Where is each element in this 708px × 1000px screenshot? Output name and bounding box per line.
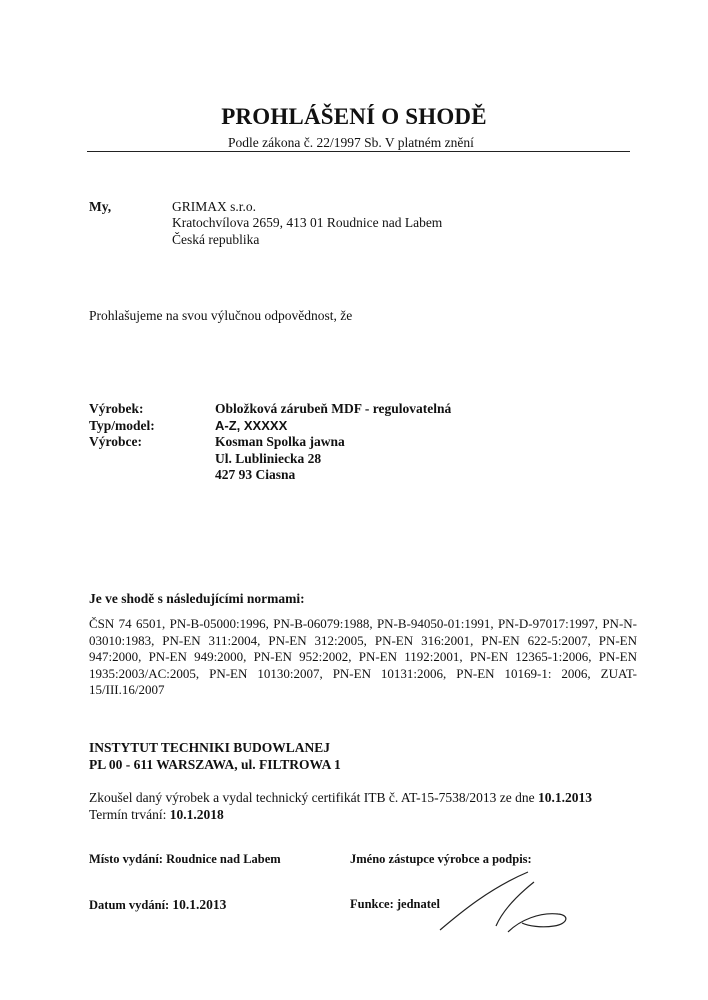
- norms-heading: Je ve shodě s následujícími normami:: [89, 591, 305, 606]
- validity-label: Termín trvání:: [89, 807, 170, 822]
- model-label: Typ/model:: [89, 418, 155, 433]
- handwritten-signature: [430, 868, 580, 940]
- issue-date-value: 10.1.2013: [172, 897, 227, 912]
- manufacturer-label: Výrobce:: [89, 434, 142, 449]
- validity-line: [89, 807, 224, 823]
- manufacturer-name: Kosman Spolka jawna: [215, 434, 345, 449]
- function-label: Funkce: jednatel: [350, 897, 440, 911]
- certificate-date: 10.1.2013: [538, 790, 593, 805]
- model-value: A-Z, XXXXX: [215, 418, 288, 433]
- norms-list: ČSN 74 6501, PN-B-05000:1996, PN-B-06079:1988, PN-B-94050-01:1991, PN-D-97017:1997, PN-N-03010:1983, PN-EN 311:2004, PN-EN 312:2005, PN-EN 316:2001, PN-EN 622-5:2007, PN-EN 947:2000, PN-EN 949:2000, PN-EN 952:2002, PN-EN 1192:2001, PN-EN 12365-1:2006, PN-EN 1935:2003/AC:2005, PN-EN 10130:2007, PN-EN 10131:2006, PN-EN 10169-1: 2006, ZUAT-15/III.16/2007: [89, 616, 637, 697]
- certificate-text: Zkoušel daný výrobek a vydal technický certifikát ITB č. AT-15-7538/2013 ze dne: [89, 790, 539, 805]
- declaration-text: Prohlašujeme na svou výlučnou odpovědnost, že: [89, 308, 353, 323]
- product-label: Výrobek:: [89, 401, 144, 416]
- issue-date-label: Datum vydání:: [89, 898, 173, 912]
- validity-date: 10.1.2018: [169, 807, 224, 822]
- certificate-line: [89, 790, 592, 806]
- manufacturer-street: Ul. Lubliniecka 28: [215, 451, 322, 466]
- document-title: PROHLÁŠENÍ O SHODĚ: [221, 104, 487, 129]
- declarant-label: My,: [89, 199, 112, 214]
- representative-label: Jméno zástupce výrobce a podpis:: [350, 852, 532, 866]
- declarant-address: Kratochvílova 2659, 413 01 Roudnice nad Labem: [172, 215, 443, 230]
- institute-name: INSTYTUT TECHNIKI BUDOWLANEJ: [89, 740, 331, 755]
- issue-date: [89, 897, 226, 913]
- declarant-company: GRIMAX s.r.o.: [172, 199, 257, 214]
- header-divider: [87, 151, 630, 152]
- place-of-issue: Místo vydání: Roudnice nad Labem: [89, 852, 281, 866]
- institute-address: PL 00 - 611 WARSZAWA, ul. FILTROWA 1: [89, 757, 341, 772]
- manufacturer-city: 427 93 Ciasna: [215, 467, 296, 482]
- product-value: Obložková zárubeň MDF - regulovatelná: [215, 401, 452, 416]
- document-subtitle: Podle zákona č. 22/1997 Sb. V platném znění: [228, 135, 474, 150]
- declarant-country: Česká republika: [172, 232, 260, 247]
